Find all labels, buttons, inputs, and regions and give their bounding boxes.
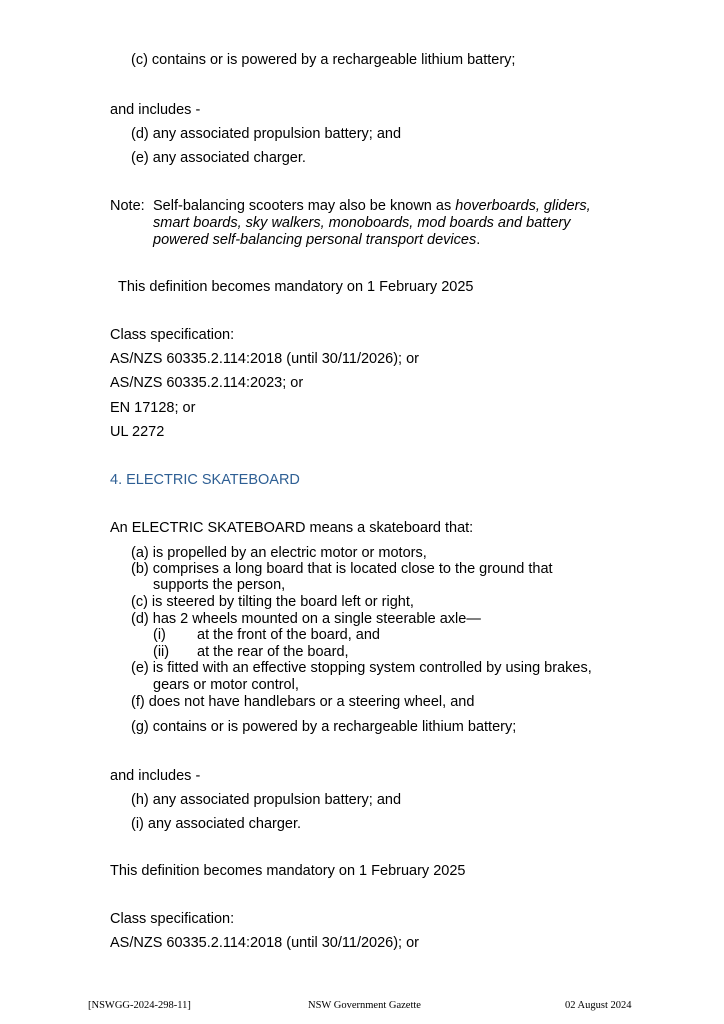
- class-spec-label-2: Class specification:: [110, 911, 235, 927]
- footer-date: 02 August 2024: [565, 1000, 632, 1011]
- class-spec-item: UL 2272: [110, 424, 165, 440]
- list-item-b: (b) comprises a long board that is located close to the ground that: [131, 561, 553, 577]
- list-item-h: (h) any associated propulsion battery; and: [131, 792, 402, 808]
- list-item-e2-cont: gears or motor control,: [153, 677, 299, 693]
- sub-item-text: at the front of the board, and: [197, 627, 380, 643]
- sub-item-num: (i): [153, 627, 166, 643]
- note-line-1-plain: Self-balancing scooters may also be known as: [153, 198, 456, 214]
- and-includes-text: and includes -: [110, 102, 201, 118]
- note-label: Note:: [110, 198, 145, 214]
- list-item-a: (a) is propelled by an electric motor or motors,: [131, 545, 427, 561]
- list-item-e2: (e) is fitted with an effective stopping system controlled by using brakes,: [131, 660, 592, 676]
- list-item-e: (e) any associated charger.: [131, 150, 306, 166]
- section-heading: 4. ELECTRIC SKATEBOARD: [110, 472, 300, 488]
- class-spec-label-1: Class specification:: [110, 327, 235, 343]
- sub-item-text: at the rear of the board,: [197, 644, 349, 660]
- note-line-3: [153, 232, 480, 249]
- and-includes-text-2: and includes -: [110, 768, 201, 784]
- note-line-3-end: .: [476, 232, 481, 248]
- footer-publication: NSW Government Gazette: [308, 1000, 421, 1011]
- list-item-g: (g) contains or is powered by a rechargeable lithium battery;: [131, 719, 517, 735]
- list-item-d2: (d) has 2 wheels mounted on a single steerable axle—: [131, 611, 481, 627]
- note-line-1-italic: hoverboards, gliders,: [455, 198, 591, 214]
- class-spec-item: AS/NZS 60335.2.114:2018 (until 30/11/2026); or: [110, 351, 420, 367]
- note-line-2: smart boards, sky walkers, monoboards, mod boards and battery: [153, 215, 571, 231]
- note-line-1: [153, 198, 591, 215]
- class-spec-item: AS/NZS 60335.2.114:2018 (until 30/11/2026); or: [110, 935, 420, 951]
- list-item-b-cont: supports the person,: [153, 577, 286, 593]
- list-item-f: (f) does not have handlebars or a steering wheel, and: [131, 694, 475, 710]
- list-item-i: (i) any associated charger.: [131, 816, 302, 832]
- class-spec-item: AS/NZS 60335.2.114:2023; or: [110, 375, 304, 391]
- footer-reference: [NSWGG-2024-298-11]: [88, 1000, 191, 1011]
- list-item-c2: (c) is steered by tilting the board left or right,: [131, 594, 414, 610]
- mandatory-text-1: This definition becomes mandatory on 1 February 2025: [118, 279, 474, 295]
- list-item-c: (c) contains or is powered by a rechargeable lithium battery;: [131, 52, 516, 68]
- note-line-3-italic: powered self-balancing personal transport devices: [153, 232, 477, 248]
- list-item-d: (d) any associated propulsion battery; and: [131, 126, 402, 142]
- mandatory-text-2: This definition becomes mandatory on 1 February 2025: [110, 863, 466, 879]
- section-intro: An ELECTRIC SKATEBOARD means a skateboard that:: [110, 520, 474, 536]
- class-spec-item: EN 17128; or: [110, 400, 196, 416]
- sub-item-num: (ii): [153, 644, 170, 660]
